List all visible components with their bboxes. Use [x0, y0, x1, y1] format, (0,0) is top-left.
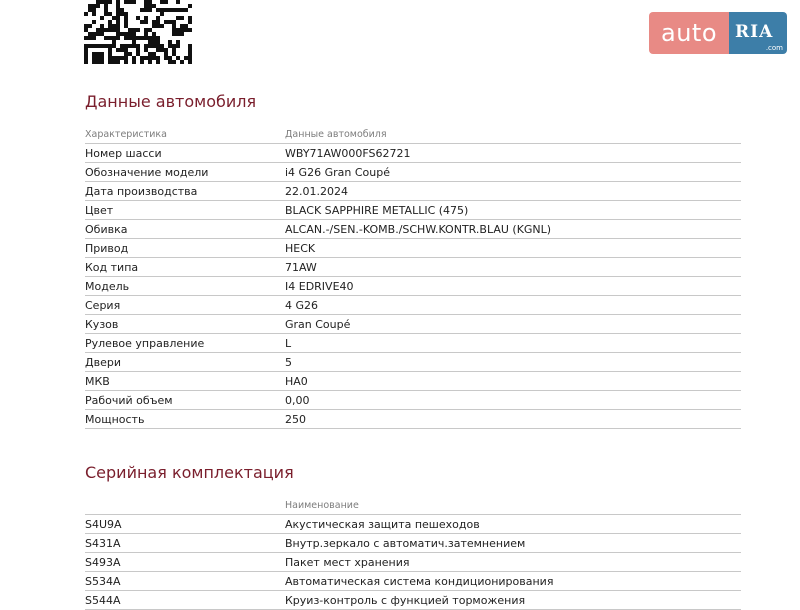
- table-row: [85, 315, 741, 334]
- table-row: [85, 553, 741, 572]
- table-row: [85, 353, 741, 372]
- qr-code: [84, 0, 192, 64]
- row-label: Обозначение модели: [85, 165, 209, 179]
- row-label: Серия: [85, 298, 121, 312]
- table-row: [85, 372, 741, 391]
- row-value: HA0: [285, 374, 308, 388]
- row-label: Рулевое управление: [85, 336, 205, 350]
- table-row: [85, 144, 741, 163]
- row-value: Автоматическая система кондиционирования: [285, 574, 554, 588]
- table-row: [85, 410, 741, 429]
- row-label: Кузов: [85, 317, 119, 331]
- watermark-ria-logo: [729, 12, 787, 54]
- row-value: Внутр.зеркало с автоматич.затемнением: [285, 536, 526, 550]
- row-value: 22.01.2024: [285, 184, 348, 198]
- equipment-table-header: [85, 496, 741, 515]
- row-value: Акустическая защита пешеходов: [285, 517, 480, 531]
- row-value: I4 EDRIVE40: [285, 279, 354, 293]
- table-row: [85, 334, 741, 353]
- row-value: i4 G26 Gran Coupé: [285, 165, 390, 179]
- table-row: [85, 239, 741, 258]
- table-row: [85, 515, 741, 534]
- row-value: BLACK SAPPHIRE METALLIC (475): [285, 203, 469, 217]
- row-label: Мощность: [85, 412, 145, 426]
- row-label: Рабочий объем: [85, 393, 173, 407]
- table-row: [85, 182, 741, 201]
- row-value: WBY71AW000FS62721: [285, 146, 411, 160]
- row-label: Двери: [85, 355, 121, 369]
- table-row: [85, 591, 741, 610]
- row-label: МКВ: [85, 374, 110, 388]
- watermark-ria-text: RIA: [735, 22, 774, 42]
- row-value: 250: [285, 412, 306, 426]
- watermark-com-text: .com: [765, 44, 783, 52]
- row-value: Gran Coupé: [285, 317, 351, 331]
- table-row: [85, 163, 741, 182]
- standard-equipment-title: Серийная комплектация: [85, 463, 294, 482]
- row-label: Обивка: [85, 222, 128, 236]
- table-row: [85, 534, 741, 553]
- header-vehicle-data: Данные автомобиля: [285, 128, 387, 140]
- row-label: Модель: [85, 279, 130, 293]
- header-characteristic: Характеристика: [85, 128, 167, 140]
- row-value: 0,00: [285, 393, 310, 407]
- row-label: Привод: [85, 241, 129, 255]
- row-value: L: [285, 336, 292, 350]
- table-row: [85, 220, 741, 239]
- table-row: [85, 258, 741, 277]
- row-value: 5: [285, 355, 292, 369]
- watermark-auto-text: auto: [649, 12, 729, 54]
- row-label: Дата производства: [85, 184, 198, 198]
- vehicle-table-header: [85, 125, 741, 144]
- table-row: [85, 391, 741, 410]
- row-label: Код типа: [85, 260, 139, 274]
- row-value: HECK: [285, 241, 316, 255]
- row-label: S534A: [85, 574, 121, 588]
- table-row: [85, 277, 741, 296]
- standard-equipment-table: [85, 496, 741, 610]
- autoria-watermark: [649, 12, 787, 54]
- row-label: S4U9A: [85, 517, 122, 531]
- row-value: Пакет мест хранения: [285, 555, 410, 569]
- row-value: 4 G26: [285, 298, 319, 312]
- row-label: S544A: [85, 593, 121, 607]
- row-label: Цвет: [85, 203, 114, 217]
- row-value: ALCAN.-/SEN.-KOMB./SCHW.KONTR.BLAU (KGNL): [285, 222, 552, 236]
- row-value: 71AW: [285, 260, 317, 274]
- vehicle-data-title: Данные автомобиля: [85, 92, 257, 111]
- row-label: Номер шасси: [85, 146, 162, 160]
- row-label: S493A: [85, 555, 121, 569]
- row-value: Круиз-контроль с функцией торможения: [285, 593, 526, 607]
- table-row: [85, 201, 741, 220]
- header-name: Наименование: [285, 499, 359, 511]
- table-row: [85, 572, 741, 591]
- table-row: [85, 296, 741, 315]
- vehicle-data-table: [85, 125, 741, 429]
- row-label: S431A: [85, 536, 121, 550]
